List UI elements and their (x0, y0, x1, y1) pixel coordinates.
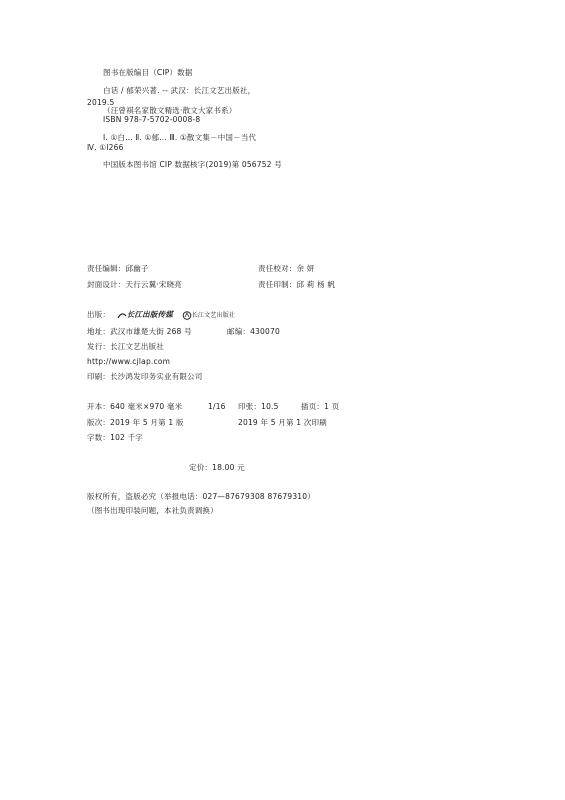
editor-name: 邱幽子 (125, 264, 149, 273)
publisher-secondary-logo: 长江文艺出版社 (182, 310, 235, 319)
zip-value: 430070 (250, 327, 280, 336)
print-manager-name: 邱 莉 杨 帆 (296, 280, 336, 289)
copyright-notice: 版权所有，盗版必究（举报电话：027—87679308 87679310） (87, 492, 315, 501)
cover-design-label: 封面设计： (87, 280, 126, 289)
cip-line-title: 白话 / 郁荣兴著. -- 武汉：长江文艺出版社， (103, 86, 256, 95)
proofreader-label: 责任校对： (258, 264, 297, 273)
editor-credit (87, 264, 149, 273)
distribution-value: 长江文艺出版社 (110, 342, 165, 351)
sheets-spec: 印张：10.5 (238, 402, 279, 411)
editor-label: 责任编辑： (87, 264, 126, 273)
cip-class-code: Ⅳ. ①I266 (87, 143, 124, 152)
word-count-spec: 字数：102 千字 (87, 433, 143, 442)
proofreader-name: 余 妍 (296, 264, 315, 273)
printing-spec: 2019 年 5 月第 1 次印刷 (238, 418, 327, 427)
printer-value: 长沙鸿发印务实业有限公司 (110, 372, 203, 381)
cip-record-number: 中国版本图书馆 CIP 数据核字(2019)第 056752 号 (103, 160, 282, 169)
cip-isbn: ISBN 978-7-5702-0008-8 (103, 115, 201, 124)
address-line (87, 327, 192, 336)
fold-spec: 1/16 (208, 402, 226, 411)
printer-line (87, 372, 203, 381)
cover-design-name: 天行云翼·宋晓亮 (125, 280, 182, 289)
format-spec: 开本：640 毫米×970 毫米 (87, 402, 183, 411)
zip-line (227, 327, 280, 336)
cip-heading: 图书在版编目（CIP）数据 (103, 68, 193, 77)
publisher-url: http://www.cjlap.com (87, 357, 171, 366)
edition-spec: 版次：2019 年 5 月第 1 版 (87, 418, 184, 427)
print-manager-credit (258, 280, 335, 289)
price-spec: 定价：18.00 元 (189, 463, 245, 472)
publisher-line (87, 310, 235, 320)
distribution-label: 发行： (87, 342, 111, 351)
cip-line-year: 2019.5 (87, 98, 115, 107)
publisher-label: 出版： (87, 310, 111, 319)
cover-design-credit (87, 280, 182, 289)
print-manager-label: 责任印制： (258, 280, 297, 289)
printer-label: 印刷： (87, 372, 111, 381)
publisher-seal-icon (182, 311, 192, 320)
publisher-logo: 长江出版传媒 (117, 310, 176, 319)
zip-label: 邮编： (227, 327, 251, 336)
distribution-line (87, 342, 164, 351)
address-label: 地址： (87, 327, 111, 336)
proofreader-credit (258, 264, 314, 273)
plates-spec: 插页：1 页 (301, 402, 340, 411)
cip-classification: Ⅰ. ①白… Ⅱ. ①郁… Ⅲ. ①散文集－中国－当代 (103, 133, 257, 142)
address-value: 武汉市雄楚大街 268 号 (110, 327, 192, 336)
misprint-notice: （图书出现印装问题，本社负责调换） (87, 506, 218, 515)
cip-line-series: （汪曾祺名家散文精选·散文大家书系） (103, 106, 237, 115)
publisher-logo-icon (117, 311, 127, 320)
